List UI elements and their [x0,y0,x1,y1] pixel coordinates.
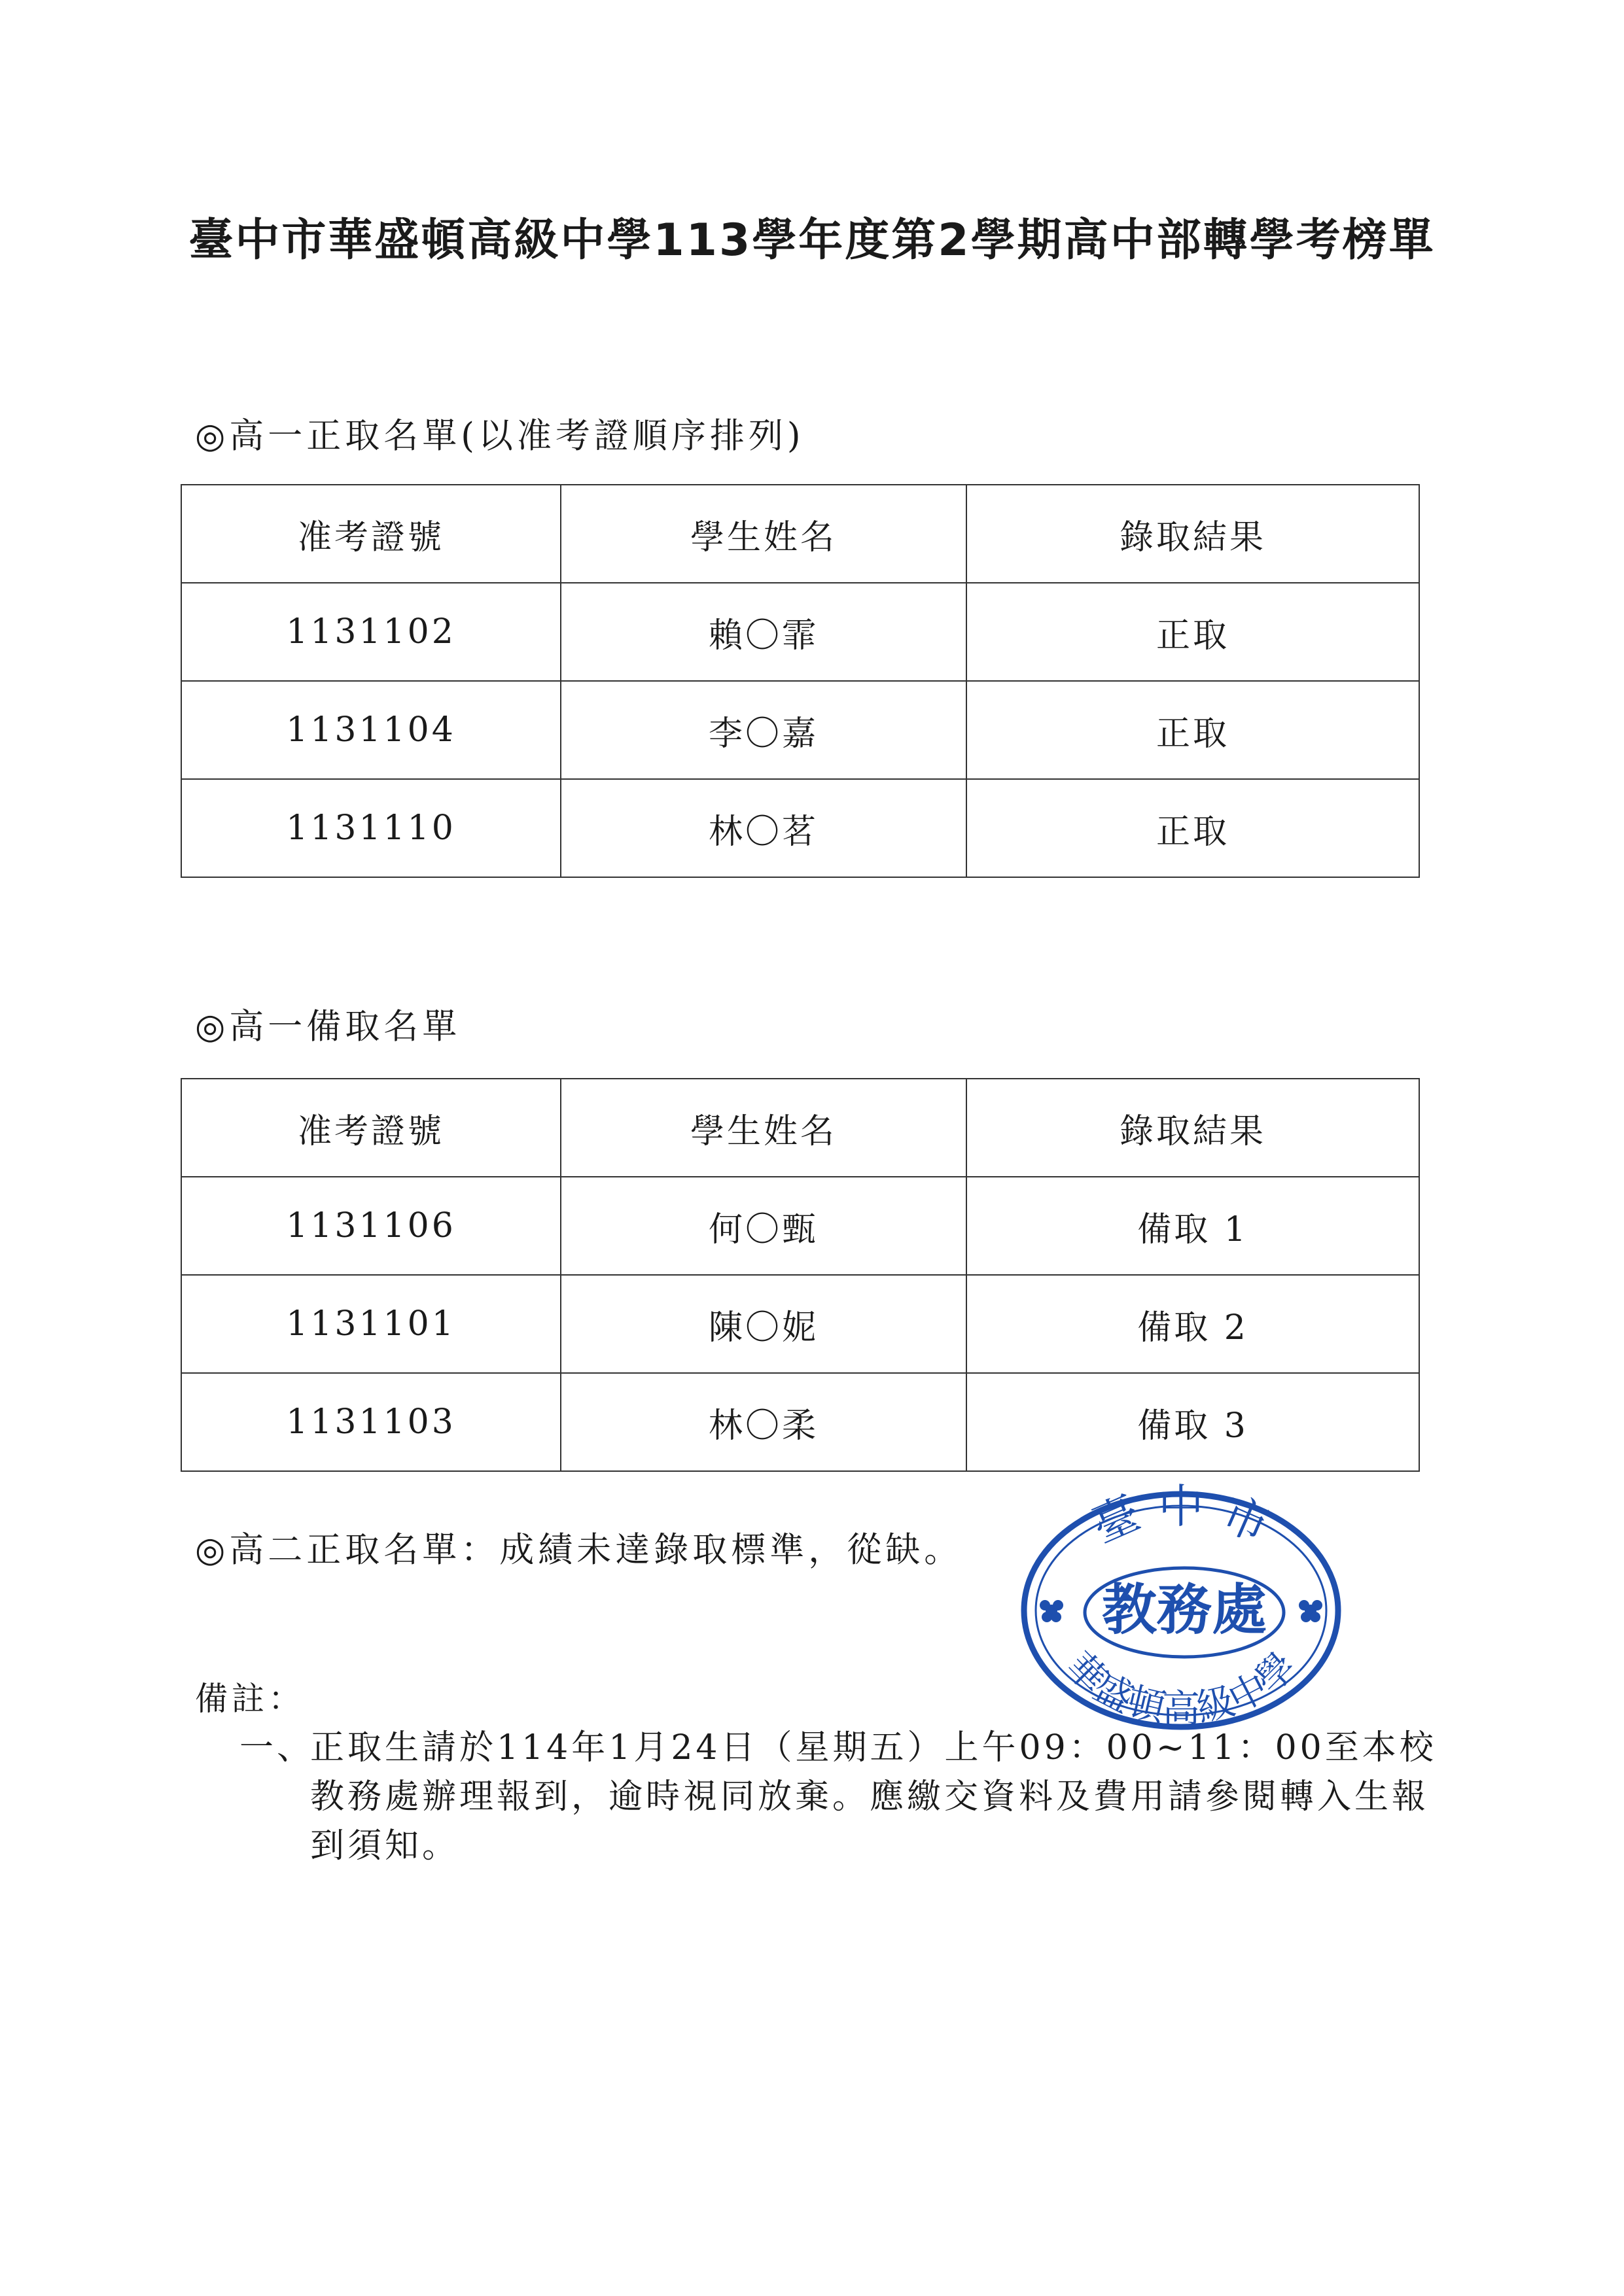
seal-bottom-text: 華盛頓高級中學 [1057,1643,1305,1731]
table-header-row [181,485,1419,583]
header-student-name: 學生姓名 [561,1079,966,1177]
table-row [181,1177,1419,1275]
header-result: 錄取結果 [966,1079,1419,1177]
official-seal [1011,1480,1351,1735]
seal-center-text: 教務處 [1101,1577,1267,1642]
note-text: 正取生請於114年1月24日（星期五）上午09：00~11：00至本校教務處辦理報到，逾時視同放棄。應繳交資料及費用請參閱轉入生報到須知。 [310,1728,1437,1866]
exam-number-cell: 1131102 [181,583,561,681]
student-name-cell: 何〇甄 [561,1177,966,1275]
exam-number-cell: 1131110 [181,779,561,877]
result-cell: 正取 [966,583,1419,681]
student-name-cell: 賴〇霏 [561,583,966,681]
waitlist-g10-table [181,1078,1420,1472]
student-name-cell: 李〇嘉 [561,681,966,779]
result-cell: 備取 3 [966,1373,1419,1471]
student-name-cell: 林〇柔 [561,1373,966,1471]
note-number: 一、 [239,1728,315,1767]
header-exam-number: 准考證號 [181,1079,561,1177]
plum-blossom-icon [1040,1600,1063,1622]
exam-number-cell: 1131104 [181,681,561,779]
table-row [181,1373,1419,1471]
header-exam-number: 准考證號 [181,485,561,583]
student-name-cell: 林〇茗 [561,779,966,877]
table-row [181,1275,1419,1373]
exam-number-cell: 1131103 [181,1373,561,1471]
seal-graphic [1011,1480,1351,1735]
table-row [181,779,1419,877]
result-cell: 正取 [966,779,1419,877]
seal-top-text: 臺 中 市 [1084,1480,1278,1554]
admitted-g10-table [181,484,1420,878]
header-result: 錄取結果 [966,485,1419,583]
exam-number-cell: 1131101 [181,1275,561,1373]
table-header-row [181,1079,1419,1177]
result-cell: 備取 2 [966,1275,1419,1373]
student-name-cell: 陳〇妮 [561,1275,966,1373]
result-cell: 正取 [966,681,1419,779]
admitted-g10-heading: ◎高一正取名單(以准考證順序排列) [195,416,805,456]
plum-blossom-icon [1299,1600,1322,1622]
result-cell: 備取 1 [966,1177,1419,1275]
notes-label: 備註： [195,1680,305,1718]
table-row [181,681,1419,779]
exam-number-cell: 1131106 [181,1177,561,1275]
waitlist-g10-heading: ◎高一備取名單 [195,1007,461,1047]
table-row [181,583,1419,681]
page-title: 臺中市華盛頓高級中學113學年度第2學期高中部轉學考榜單 [188,215,1436,266]
header-student-name: 學生姓名 [561,485,966,583]
admitted-g11-heading: ◎高二正取名單：成績未達錄取標準，從缺。 [195,1530,963,1570]
